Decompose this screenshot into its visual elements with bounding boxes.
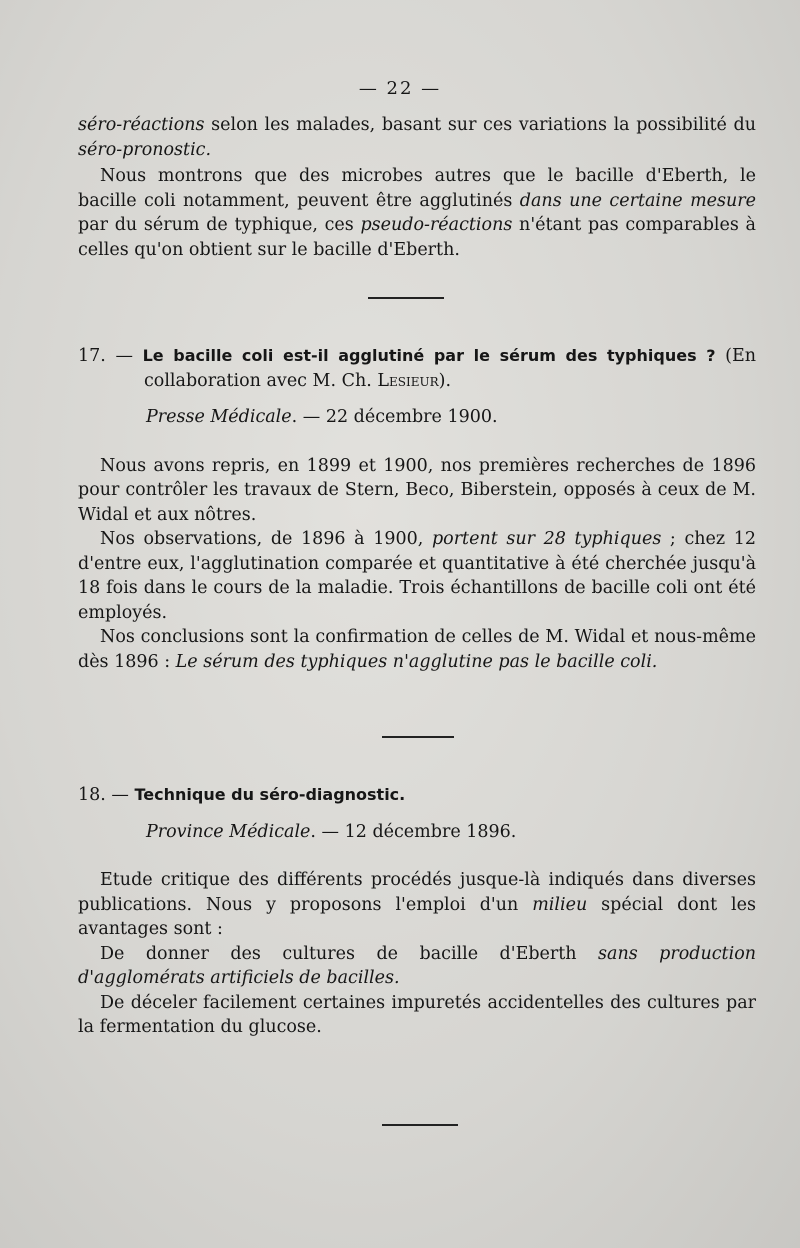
section-18	[78, 783, 756, 1040]
section-17-term: portent sur 28 typhiques	[431, 529, 662, 549]
section-17-collab-end: ).	[438, 370, 452, 391]
intro-text-2b: par du sérum de typhique, ces	[78, 215, 361, 235]
intro-term-4: pseudo-réactions	[360, 215, 513, 235]
section-17	[78, 344, 756, 674]
section-17-journal: Presse Médicale	[146, 407, 292, 427]
intro-block	[78, 113, 756, 262]
section-17-text-3a: Nos conclusions sont la confirmation de celles de M. Widal et nous-même dès 1896 :	[78, 627, 756, 672]
section-18-text-1a: Etude critique des différents procédés jusque-là indiqués dans diverses publications. Nous y proposons l'emploi d'un	[78, 870, 756, 915]
intro-text-2a: Nous montrons que des microbes autres que le bacille d'Eberth, le bacille coli notamment, peuvent être agglutinés	[78, 166, 756, 211]
section-18-paragraph-2	[78, 942, 756, 991]
section-18-text-1b: spécial dont les avantages sont :	[78, 894, 756, 939]
intro-term-2: séro-pronostic.	[78, 139, 212, 160]
section-18-paragraph-1	[78, 868, 756, 942]
intro-text-1: selon les malades, basant sur ces variations la possibilité du	[204, 115, 756, 135]
section-17-heading	[78, 344, 756, 393]
section-17-dash: —	[105, 346, 143, 366]
separator-rule-2	[382, 736, 454, 738]
section-17-paragraph-3	[78, 625, 756, 674]
section-17-title: Le bacille coli est-il agglutiné par le sérum des typhiques ?	[142, 346, 716, 365]
section-18-title: Technique du séro-diagnostic.	[134, 785, 406, 804]
section-17-reference	[78, 405, 756, 430]
section-17-collaborator: Lesieur	[377, 370, 439, 391]
section-18-heading	[78, 783, 756, 808]
page-number: — 22 —	[358, 78, 442, 99]
section-17-date: . — 22 décembre 1900.	[291, 407, 498, 427]
section-17-text-2a: Nos observations, de 1896 à 1900,	[100, 529, 432, 549]
section-17-paragraph-1: Nous avons repris, en 1899 et 1900, nos premières recherches de 1896 pour contrôler les travaux de Stern, Beco, Biberstein, opposés à ceux de M. Widal et aux nôtres.	[78, 455, 756, 525]
section-17-number: 17.	[78, 346, 106, 366]
section-18-term: milieu	[532, 894, 588, 915]
section-17-collab: (En collaboration avec M. Ch.	[144, 346, 757, 391]
intro-paragraph-2	[78, 164, 756, 262]
section-18-text-2a: De donner des cultures de bacille d'Eberth	[100, 943, 599, 964]
section-18-term-2: sans production d'agglomérats artificiels de bacilles.	[78, 943, 756, 988]
section-17-conclusion: Le sérum des typhiques n'agglutine pas le bacille coli.	[175, 651, 658, 672]
section-18-journal: Province Médicale	[146, 821, 311, 842]
separator-rule-1	[368, 297, 444, 299]
section-18-paragraph-3: De déceler facilement certaines impuretés accidentelles des cultures par la fermentation du glucose.	[78, 992, 756, 1037]
section-17-paragraph-2	[78, 527, 756, 625]
section-18-number: 18.	[78, 785, 106, 805]
intro-term-1: séro-réactions	[78, 115, 205, 135]
section-18-date: . — 12 décembre 1896.	[310, 821, 517, 842]
section-18-reference	[78, 820, 756, 845]
section-17-text-2b: ; chez 12 d'entre eux, l'agglutination comparée et quantitative à été cherchée jusqu'à 18 fois dans le cours de la maladie. Trois échantillons de bacille coli ont été employés.	[78, 529, 756, 623]
intro-term-3: dans une certaine mesure	[519, 190, 756, 211]
intro-paragraph-1	[78, 113, 756, 162]
separator-rule-3	[382, 1124, 458, 1126]
intro-text-2c: n'étant pas comparables à celles qu'on obtient sur le bacille d'Eberth.	[78, 215, 756, 260]
section-18-dash: —	[105, 785, 135, 805]
